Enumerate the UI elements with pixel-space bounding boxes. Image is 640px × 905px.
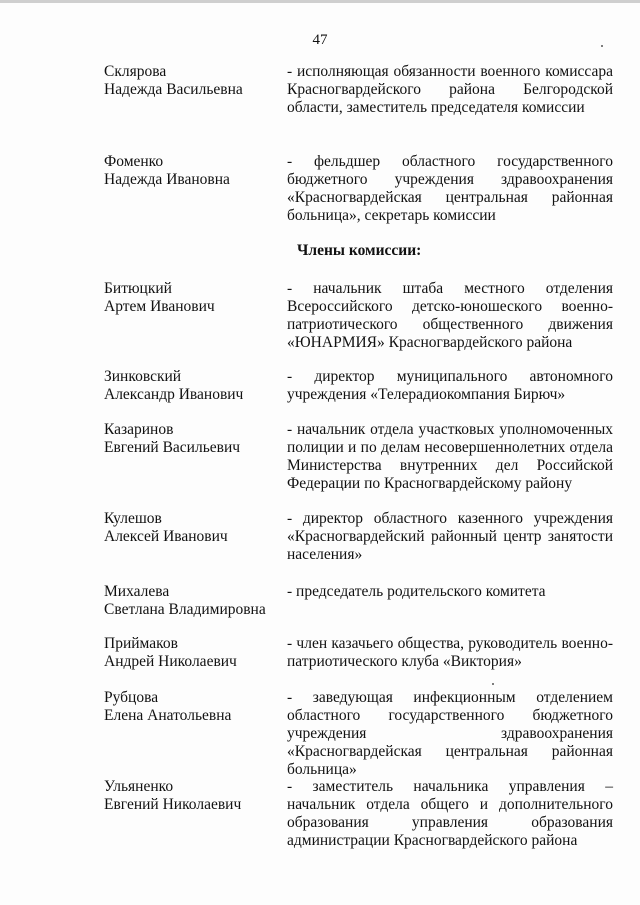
member-role: - директор муниципального автономного учреждения «Телерадиокомпания Бирюч» [287, 368, 613, 403]
member-given-names: Андрей Николаевич [104, 653, 237, 670]
member-role: - фельдшер областного государственного бюджетного учреждения здравоохранения «Красногвардейская центральная районная больница», секретарь комиссии [287, 153, 613, 224]
member-surname: Приймаков [104, 635, 178, 652]
member-given-names: Светлана Владимировна [104, 601, 266, 618]
member-given-names: Евгений Николаевич [104, 796, 242, 813]
member-name [104, 635, 284, 671]
member-given-names: Александр Иванович [104, 386, 244, 403]
member-name [104, 421, 284, 457]
member-given-names: Надежда Ивановна [104, 171, 230, 188]
member-surname: Казаринов [104, 421, 174, 438]
member-role: - директор областного казенного учреждения «Красногвардейский районный центр занятости населения» [287, 510, 613, 563]
scan-speck [492, 683, 494, 685]
member-name [104, 280, 284, 316]
page-number: 47 [312, 32, 328, 48]
member-name [104, 63, 284, 99]
member-surname: Зинковский [104, 368, 182, 385]
member-surname: Фоменко [104, 153, 164, 170]
member-role: - председатель родительского комитета [287, 583, 546, 600]
member-name [104, 368, 284, 404]
member-given-names: Евгений Васильевич [104, 439, 241, 456]
section-heading: Члены комиссии: [297, 242, 422, 259]
scan-speck [601, 45, 603, 47]
member-role: - член казачьего общества, руководитель военно-патриотического клуба «Виктория» [287, 635, 613, 670]
member-given-names: Алексей Иванович [104, 528, 228, 545]
member-role: - исполняющая обязанности военного комиссара Красногвардейского района Белгородской области, заместитель председателя комиссии [287, 63, 613, 116]
member-given-names: Надежда Васильевна [104, 81, 243, 98]
member-role: - начальник отдела участковых уполномоченных полиции и по делам несовершеннолетних отдела Министерства внутренних дел Российской Федерации по Красногвардейскому району [287, 421, 613, 492]
scan-top-edge [0, 0, 640, 3]
member-name [104, 153, 284, 189]
member-name [104, 583, 284, 619]
member-surname: Ульяненко [104, 778, 174, 795]
member-name [104, 689, 284, 725]
member-surname: Кулешов [104, 510, 162, 527]
member-surname: Рубцова [104, 689, 159, 706]
member-role: - заместитель начальника управления – начальник отдела общего и дополнительного образования управления образования администрации Красногвардейского района [287, 778, 613, 849]
member-name [104, 510, 284, 546]
member-name [104, 778, 284, 814]
member-surname: Михалева [104, 583, 170, 600]
member-surname: Склярова [104, 63, 167, 80]
member-role: - заведующая инфекционным отделением областного государственного бюджетного учреждения здравоохранения «Красногвардейская центральная районная больница» [287, 689, 613, 778]
member-given-names: Елена Анатольевна [104, 707, 232, 724]
member-given-names: Артем Иванович [104, 298, 215, 315]
member-role: - начальник штаба местного отделения Всероссийского детско-юношеского военно-патриотического общественного движения «ЮНАРМИЯ» Красногвардейского района [287, 280, 613, 351]
member-surname: Битюцкий [104, 280, 172, 297]
